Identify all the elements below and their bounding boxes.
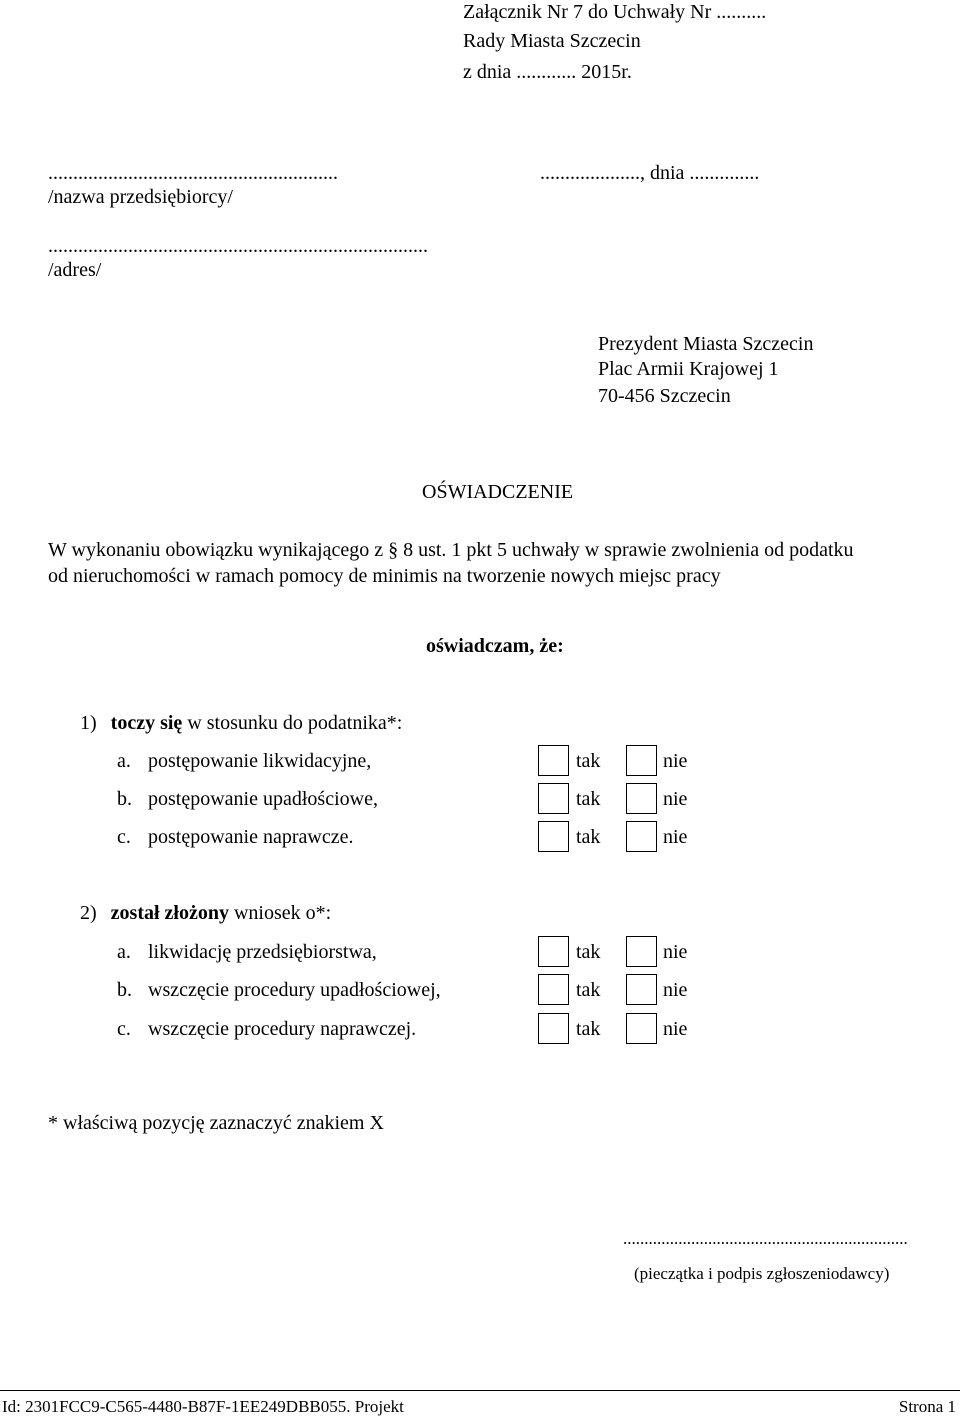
page-footer	[0, 1390, 960, 1418]
checkbox-nie[interactable]	[626, 783, 657, 814]
checkbox-tak[interactable]	[538, 745, 569, 776]
recipient-line-1: Prezydent Miasta Szczecin	[598, 333, 814, 355]
section-2-item-a	[117, 937, 737, 967]
section-2-item-c	[117, 1014, 737, 1044]
footnote: * właściwą pozycję zaznaczyć znakiem X	[48, 1112, 384, 1134]
label-nie: nie	[663, 826, 688, 848]
intro-line-2: od nieruchomości w ramach pomocy de minimis na tworzenie nowych miejsc pracy	[48, 565, 721, 587]
declaration-heading: oświadczam, że:	[426, 635, 564, 657]
label-tak: tak	[576, 1018, 601, 1040]
label-tak: tak	[576, 979, 601, 1001]
item-text: likwidację przedsiębiorstwa,	[148, 941, 377, 963]
intro-line-1: W wykonaniu obowiązku wynikającego z § 8 ust. 1 pkt 5 uchwały w sprawie zwolnienia od podatku	[48, 539, 854, 561]
company-name-label: /nazwa przedsiębiorcy/	[48, 186, 233, 208]
section-2-rest: wniosek o*:	[228, 902, 332, 924]
item-text: postępowanie naprawcze.	[148, 826, 354, 848]
checkbox-tak[interactable]	[538, 783, 569, 814]
checkbox-nie[interactable]	[626, 936, 657, 967]
label-tak: tak	[576, 750, 601, 772]
label-tak: tak	[576, 826, 601, 848]
section-1-bold: toczy się	[110, 712, 183, 734]
date-field[interactable]: ...................., dnia ..............	[540, 162, 760, 184]
item-text: postępowanie upadłościowe,	[148, 788, 378, 810]
section-1-heading	[80, 713, 402, 733]
section-2-bold: został złożony	[110, 902, 229, 924]
company-name-field[interactable]: ..........................................................	[48, 162, 338, 184]
label-nie: nie	[663, 1018, 688, 1040]
recipient-line-2: Plac Armii Krajowej 1	[598, 358, 779, 380]
attachment-line-2: Rady Miasta Szczecin	[463, 30, 641, 52]
address-label: /adres/	[48, 259, 102, 281]
checkbox-nie[interactable]	[626, 974, 657, 1005]
item-letter: c.	[117, 826, 131, 848]
page-number: Strona 1	[898, 1397, 956, 1416]
item-letter: a.	[117, 750, 131, 772]
document-title: OŚWIADCZENIE	[422, 481, 574, 503]
recipient-line-3: 70-456 Szczecin	[598, 385, 731, 407]
signature-field[interactable]: ...................................................................	[623, 1229, 908, 1248]
section-1-item-b	[117, 784, 737, 814]
signature-label: (pieczątka i podpis zgłoszeniodawcy)	[634, 1264, 890, 1283]
document-id: Id: 2301FCC9-C565-4480-B87F-1EE249DBB055. Projekt	[2, 1397, 404, 1416]
label-nie: nie	[663, 979, 688, 1001]
label-tak: tak	[576, 941, 601, 963]
checkbox-nie[interactable]	[626, 1013, 657, 1044]
item-letter: c.	[117, 1018, 131, 1040]
checkbox-tak[interactable]	[538, 1013, 569, 1044]
item-letter: b.	[117, 979, 132, 1001]
section-1-item-a	[117, 746, 737, 776]
label-nie: nie	[663, 750, 688, 772]
section-1-number: 1)	[80, 712, 97, 734]
label-nie: nie	[663, 788, 688, 810]
section-2-number: 2)	[80, 902, 97, 924]
checkbox-tak[interactable]	[538, 821, 569, 852]
item-text: wszczęcie procedury naprawczej.	[148, 1018, 417, 1040]
checkbox-tak[interactable]	[538, 974, 569, 1005]
checkbox-nie[interactable]	[626, 745, 657, 776]
section-2-item-b	[117, 975, 737, 1005]
checkbox-nie[interactable]	[626, 821, 657, 852]
item-letter: a.	[117, 941, 131, 963]
item-text: postępowanie likwidacyjne,	[148, 750, 372, 772]
item-letter: b.	[117, 788, 132, 810]
label-nie: nie	[663, 941, 688, 963]
attachment-line-1: Załącznik Nr 7 do Uchwały Nr ..........	[463, 1, 767, 23]
label-tak: tak	[576, 788, 601, 810]
section-1-rest: w stosunku do podatnika*:	[182, 712, 403, 734]
section-2-heading	[80, 903, 331, 923]
attachment-line-3: z dnia ............ 2015r.	[463, 61, 632, 83]
item-text: wszczęcie procedury upadłościowej,	[148, 979, 441, 1001]
checkbox-tak[interactable]	[538, 936, 569, 967]
section-1-item-c	[117, 822, 737, 852]
address-field[interactable]: ............................................................................	[48, 235, 428, 257]
